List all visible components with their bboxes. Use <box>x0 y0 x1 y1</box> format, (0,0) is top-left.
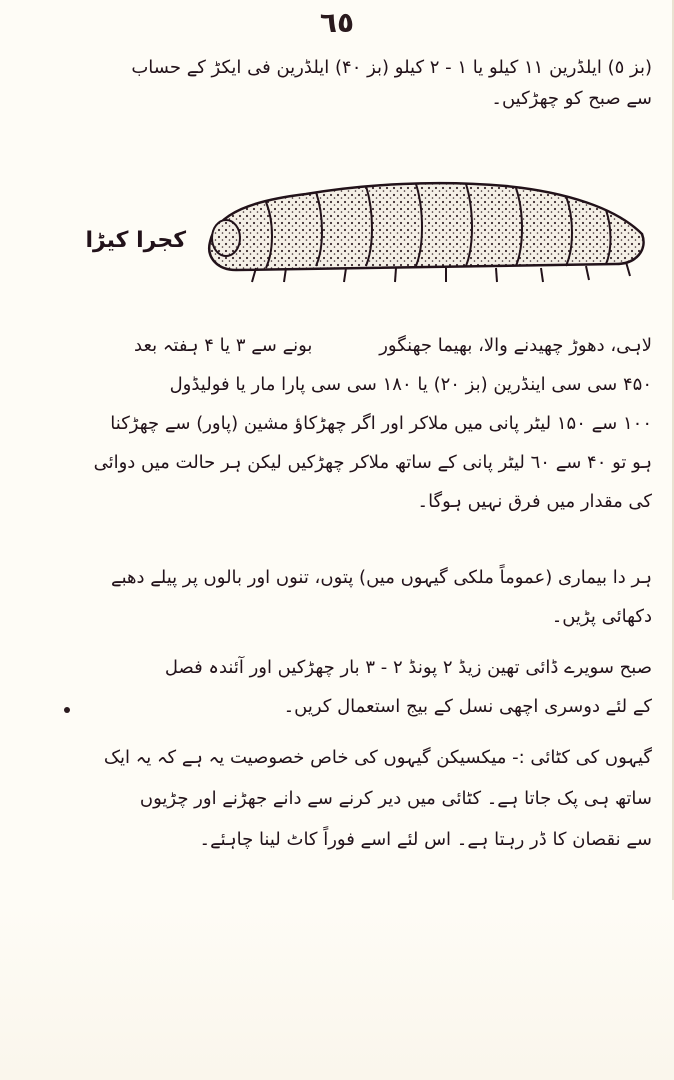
text-line: ہو تو ۴۰ سے ٦۰ لیٹر پانی کے ساتھ ملاکر چھڑکیں لیکن ہر حالت میں دوائی <box>93 452 652 473</box>
text-line: گیہوں کی کٹائی :- میکسیکن گیہوں کی خاص خصوصیت یہ ہے کہ یہ ایک <box>103 747 652 768</box>
text-line: دکھائی پڑیں۔ <box>551 606 652 627</box>
text-line: ۴۵۰ سی سی اینڈرین (بز ۲۰) یا ۱۸۰ سی سی پارا مار یا فولیڈول <box>169 374 652 395</box>
section-rust-disease <box>14 562 652 632</box>
text-line: کی مقدار میں فرق نہیں ہوگا۔ <box>417 491 652 512</box>
text-line: سے صبح کو چھڑکیں۔ <box>491 88 652 109</box>
text-line: ہر دا بیماری (عموماً ملکی گیہوں میں) پتوں، تنوں اور بالوں پر پیلے دھبے <box>111 567 652 588</box>
section-pests-spray <box>14 330 652 517</box>
text-line: کے لئے دوسری اچھی نسل کے بیج استعمال کریں۔ <box>283 696 652 717</box>
caterpillar-illustration <box>196 172 654 297</box>
blank-page-area <box>0 900 674 1080</box>
text-line: ساتھ ہی پک جاتا ہے۔ کٹائی میں دیر کرنے سے دانے جھڑنے اور چڑیوں <box>139 788 652 809</box>
text-line: صبح سویرے ڈائی تھین زیڈ ۲ پونڈ ۲ - ۳ بار چھڑکیں اور آئندہ فصل <box>164 657 652 678</box>
paragraph-aldrin-dosage <box>14 52 652 114</box>
page-number: ٦٥ <box>319 6 355 39</box>
text-line: (بز ٥) ایلڈرین ۱۱ کیلو یا ۱ - ۲ کیلو (بز ۴۰) ایلڈرین فی ایکڑ کے حساب <box>131 57 652 78</box>
text-line: سے نقصان کا ڈر رہتا ہے۔ اس لئے اسے فوراً کاٹ لینا چاہئے۔ <box>199 829 652 850</box>
caterpillar-label: کجرا کیڑا <box>85 228 186 253</box>
pest-heading-line <box>14 330 652 361</box>
section-wheat-harvest <box>14 742 652 855</box>
section-dithane-spray <box>14 652 652 722</box>
pest-names: لاہی، دھوڑ چھیدنے والا، بھیما جھنگور <box>379 335 652 356</box>
ink-dot <box>64 707 70 713</box>
spray-timing: بونے سے ۳ یا ۴ ہفتہ بعد <box>134 335 313 356</box>
text-line: ۱۰۰ سے ۱۵۰ لیٹر پانی میں ملاکر اور اگر چھڑکاؤ مشین (پاور) سے چھڑکنا <box>110 413 652 434</box>
